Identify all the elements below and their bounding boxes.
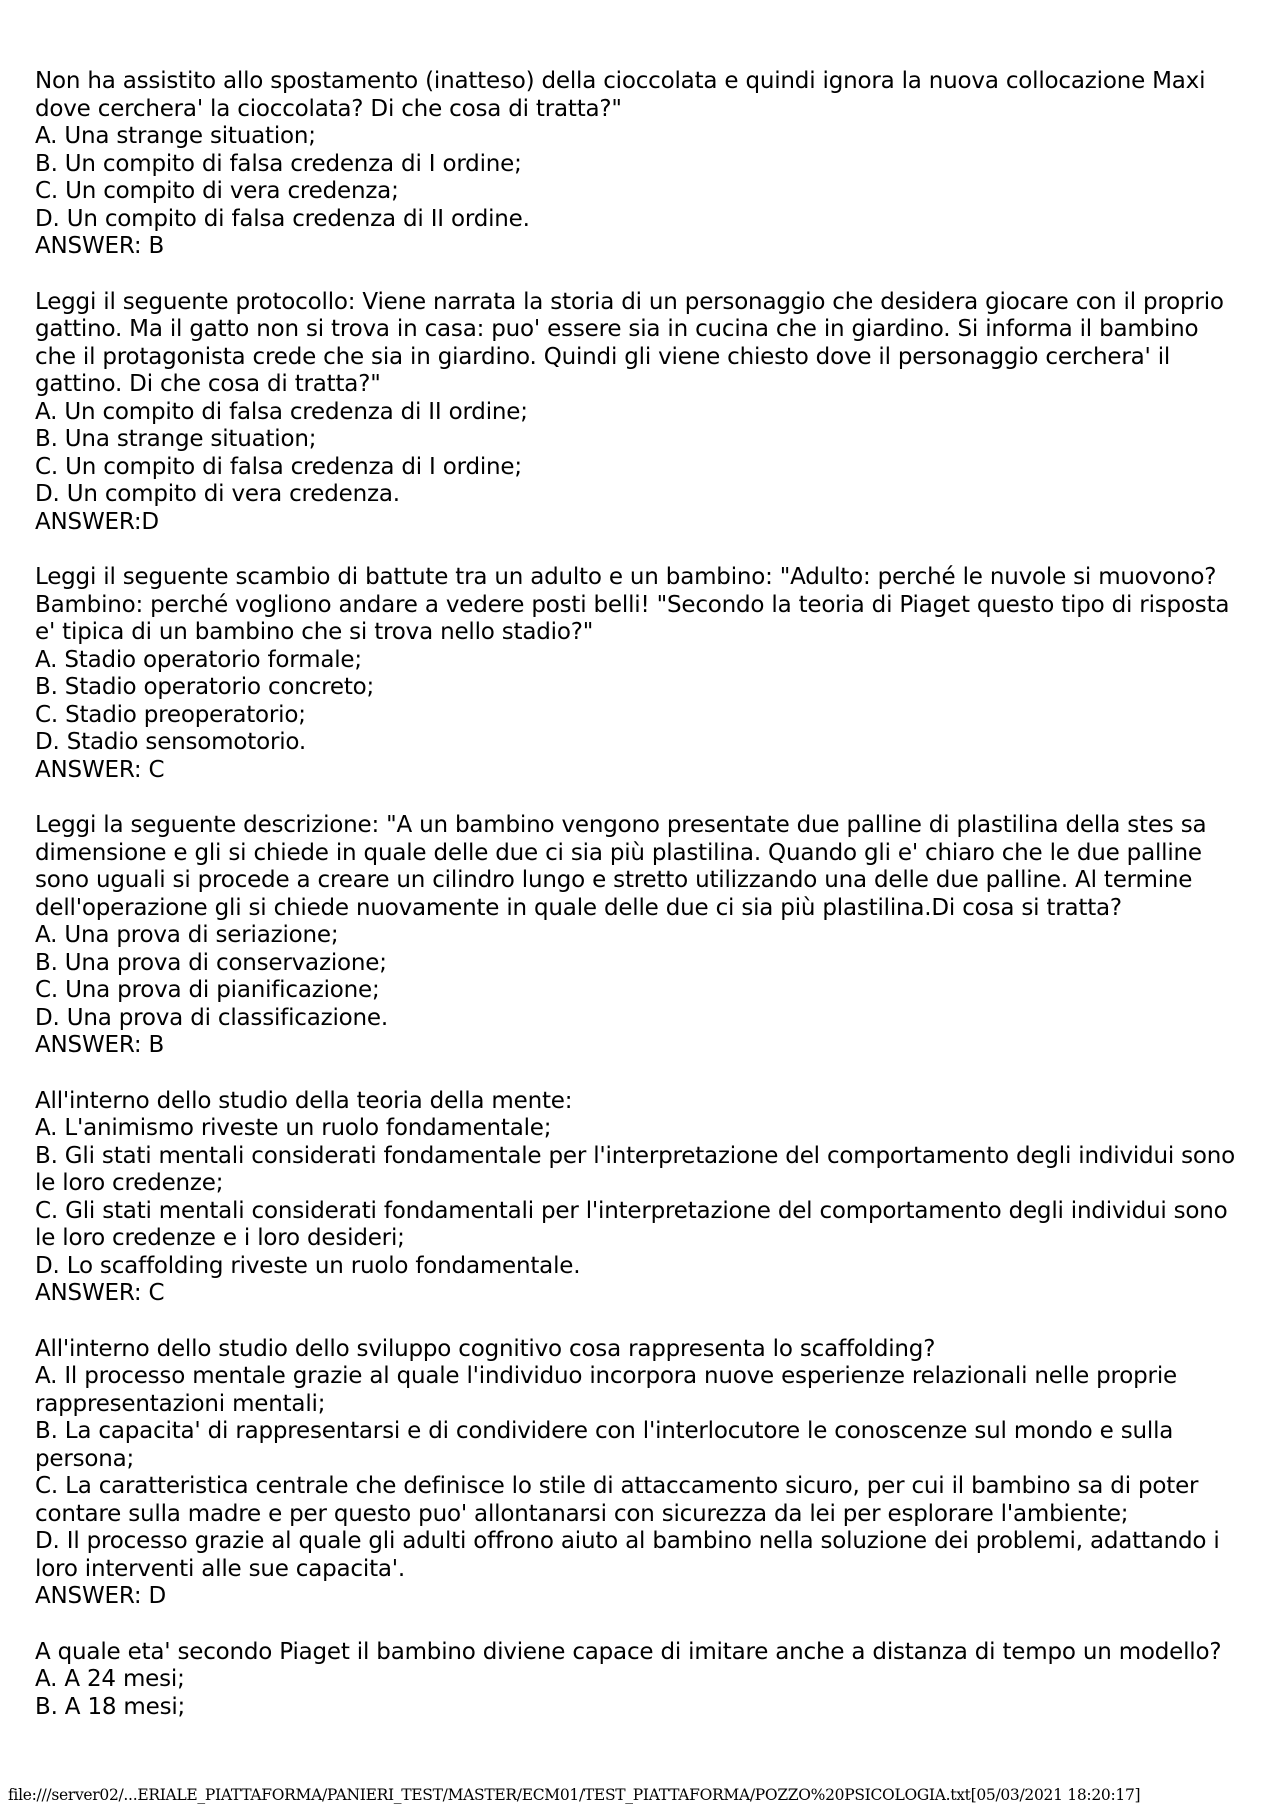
text-line: D. Il processo grazie al quale gli adulti offrono aiuto al bambino nella soluzione dei problemi, adattando i [35, 1528, 1220, 1554]
text-line: contare sulla madre e per questo puo' allontanarsi con sicurezza da lei per esplorare l'ambiente; [35, 1500, 1129, 1527]
text-line: C. Stadio preoperatorio; [35, 701, 306, 728]
text-line: A quale eta' secondo Piaget il bambino diviene capace di imitare anche a distanza di tempo un modello? [35, 1638, 1222, 1665]
text-line: B. La capacita' di rappresentarsi e di condividere con l'interlocutore le conoscenze sul mondo e sulla [35, 1418, 1174, 1444]
text-line: D. Un compito di vera credenza. [35, 481, 400, 507]
question-block [35, 68, 1250, 261]
text-line: B. Un compito di falsa credenza di I ordine; [35, 150, 522, 177]
text-line: dimensione e gli si chiede in quale delle due ci sia più plastilina. Quando gli e' chiaro che le due palline [35, 839, 1202, 866]
text-line: D. Una prova di classificazione. [35, 1004, 388, 1031]
text-line: e' tipica di un bambino che si trova nello stadio?" [35, 619, 594, 645]
question-block [35, 564, 1250, 784]
text-line: sono uguali si procede a creare un cilindro lungo e stretto utilizzando una delle due palline. Al termine [35, 867, 1193, 893]
text-line: le loro credenze e i loro desideri; [35, 1225, 405, 1251]
text-line: Leggi la seguente descrizione: "A un bambino vengono presentate due palline di plastilina della stes sa [35, 812, 1207, 838]
text-line: A. A 24 mesi; [35, 1666, 185, 1692]
text-line: che il protagonista crede che sia in giardino. Quindi gli viene chiesto dove il personaggio cerchera' il [35, 343, 1171, 370]
text-line: ANSWER: C [35, 1280, 165, 1306]
text-line: C. Una prova di pianificazione; [35, 977, 380, 1003]
text-line: persona; [35, 1445, 135, 1472]
text-line: rappresentazioni mentali; [35, 1390, 326, 1417]
text-line: B. Stadio operatorio concreto; [35, 674, 375, 700]
question-block [35, 289, 1250, 537]
text-line: ANSWER:D [35, 508, 159, 535]
text-line: All'interno dello studio dello sviluppo cognitivo cosa rappresenta lo scaffolding? [35, 1335, 936, 1362]
text-line: C. Un compito di falsa credenza di I ordine; [35, 453, 522, 480]
text-line: D. Stadio sensomotorio. [35, 729, 306, 755]
text-line: C. La caratteristica centrale che definisce lo stile di attaccamento sicuro, per cui il bambino sa di poter [35, 1473, 1199, 1499]
text-line: B. Una strange situation; [35, 426, 317, 452]
print-footer: file:///server02/...ERIALE_PIATTAFORMA/PANIERI_TEST/MASTER/ECM01/TEST_PIATTAFORMA/POZZO%20PSICOLOGIA.txt[05/03/2021 18:20:17] [8, 1786, 1141, 1804]
text-line: ANSWER: D [35, 1583, 167, 1609]
text-line: A. Il processo mentale grazie al quale l'individuo incorpora nuove esperienze relazionali nelle proprie [35, 1363, 1177, 1389]
question-block [35, 1088, 1250, 1308]
text-line: dell'operazione gli si chiede nuovamente in quale delle due ci sia più plastilina.Di cosa si tratta? [35, 894, 1122, 921]
text-line: Leggi il seguente scambio di battute tra un adulto e un bambino: "Adulto: perché le nuvole si muovono? [35, 564, 1217, 590]
text-line: B. Una prova di conservazione; [35, 949, 387, 976]
text-line: A. L'animismo riveste un ruolo fondamentale; [35, 1115, 552, 1141]
text-line: B. A 18 mesi; [35, 1693, 186, 1720]
text-line: dove cerchera' la cioccolata? Di che cosa di tratta?" [35, 95, 622, 122]
text-line: C. Gli stati mentali considerati fondamentali per l'interpretazione del comportamento degli individui sono [35, 1197, 1228, 1224]
text-line: Leggi il seguente protocollo: Viene narrata la storia di un personaggio che desidera giocare con il proprio [35, 288, 1224, 315]
document-body [35, 68, 1250, 1749]
text-line: le loro credenze; [35, 1170, 224, 1196]
text-line: C. Un compito di vera credenza; [35, 178, 399, 204]
question-block [35, 1336, 1250, 1611]
text-line: Bambino: perché vogliono andare a vedere posti belli! "Secondo la teoria di Piaget questo tipo di risposta [35, 591, 1230, 618]
text-line: gattino. Ma il gatto non si trova in casa: puo' essere sia in cucina che in giardino. Si informa il bambino [35, 316, 1199, 342]
text-line: loro interventi alle sue capacita'. [35, 1555, 406, 1582]
text-line: B. Gli stati mentali considerati fondamentale per l'interpretazione del comportamento degli individui sono [35, 1142, 1236, 1169]
question-block [35, 812, 1250, 1060]
text-line: A. Una prova di seriazione; [35, 922, 339, 948]
text-line: A. Una strange situation; [35, 123, 316, 149]
text-line: A. Stadio operatorio formale; [35, 646, 362, 673]
text-line: All'interno dello studio della teoria della mente: [35, 1087, 573, 1114]
text-line: D. Un compito di falsa credenza di II ordine. [35, 205, 530, 232]
text-line: ANSWER: C [35, 756, 165, 783]
text-line: gattino. Di che cosa di tratta?" [35, 371, 381, 397]
text-line: Non ha assistito allo spostamento (inatteso) della cioccolata e quindi ignora la nuova collocazione Maxi [35, 68, 1206, 94]
text-line: ANSWER: B [35, 1032, 165, 1058]
text-line: ANSWER: B [35, 233, 165, 259]
text-line: A. Un compito di falsa credenza di II ordine; [35, 398, 528, 425]
text-line: D. Lo scaffolding riveste un ruolo fondamentale. [35, 1252, 581, 1279]
question-block [35, 1639, 1250, 1722]
